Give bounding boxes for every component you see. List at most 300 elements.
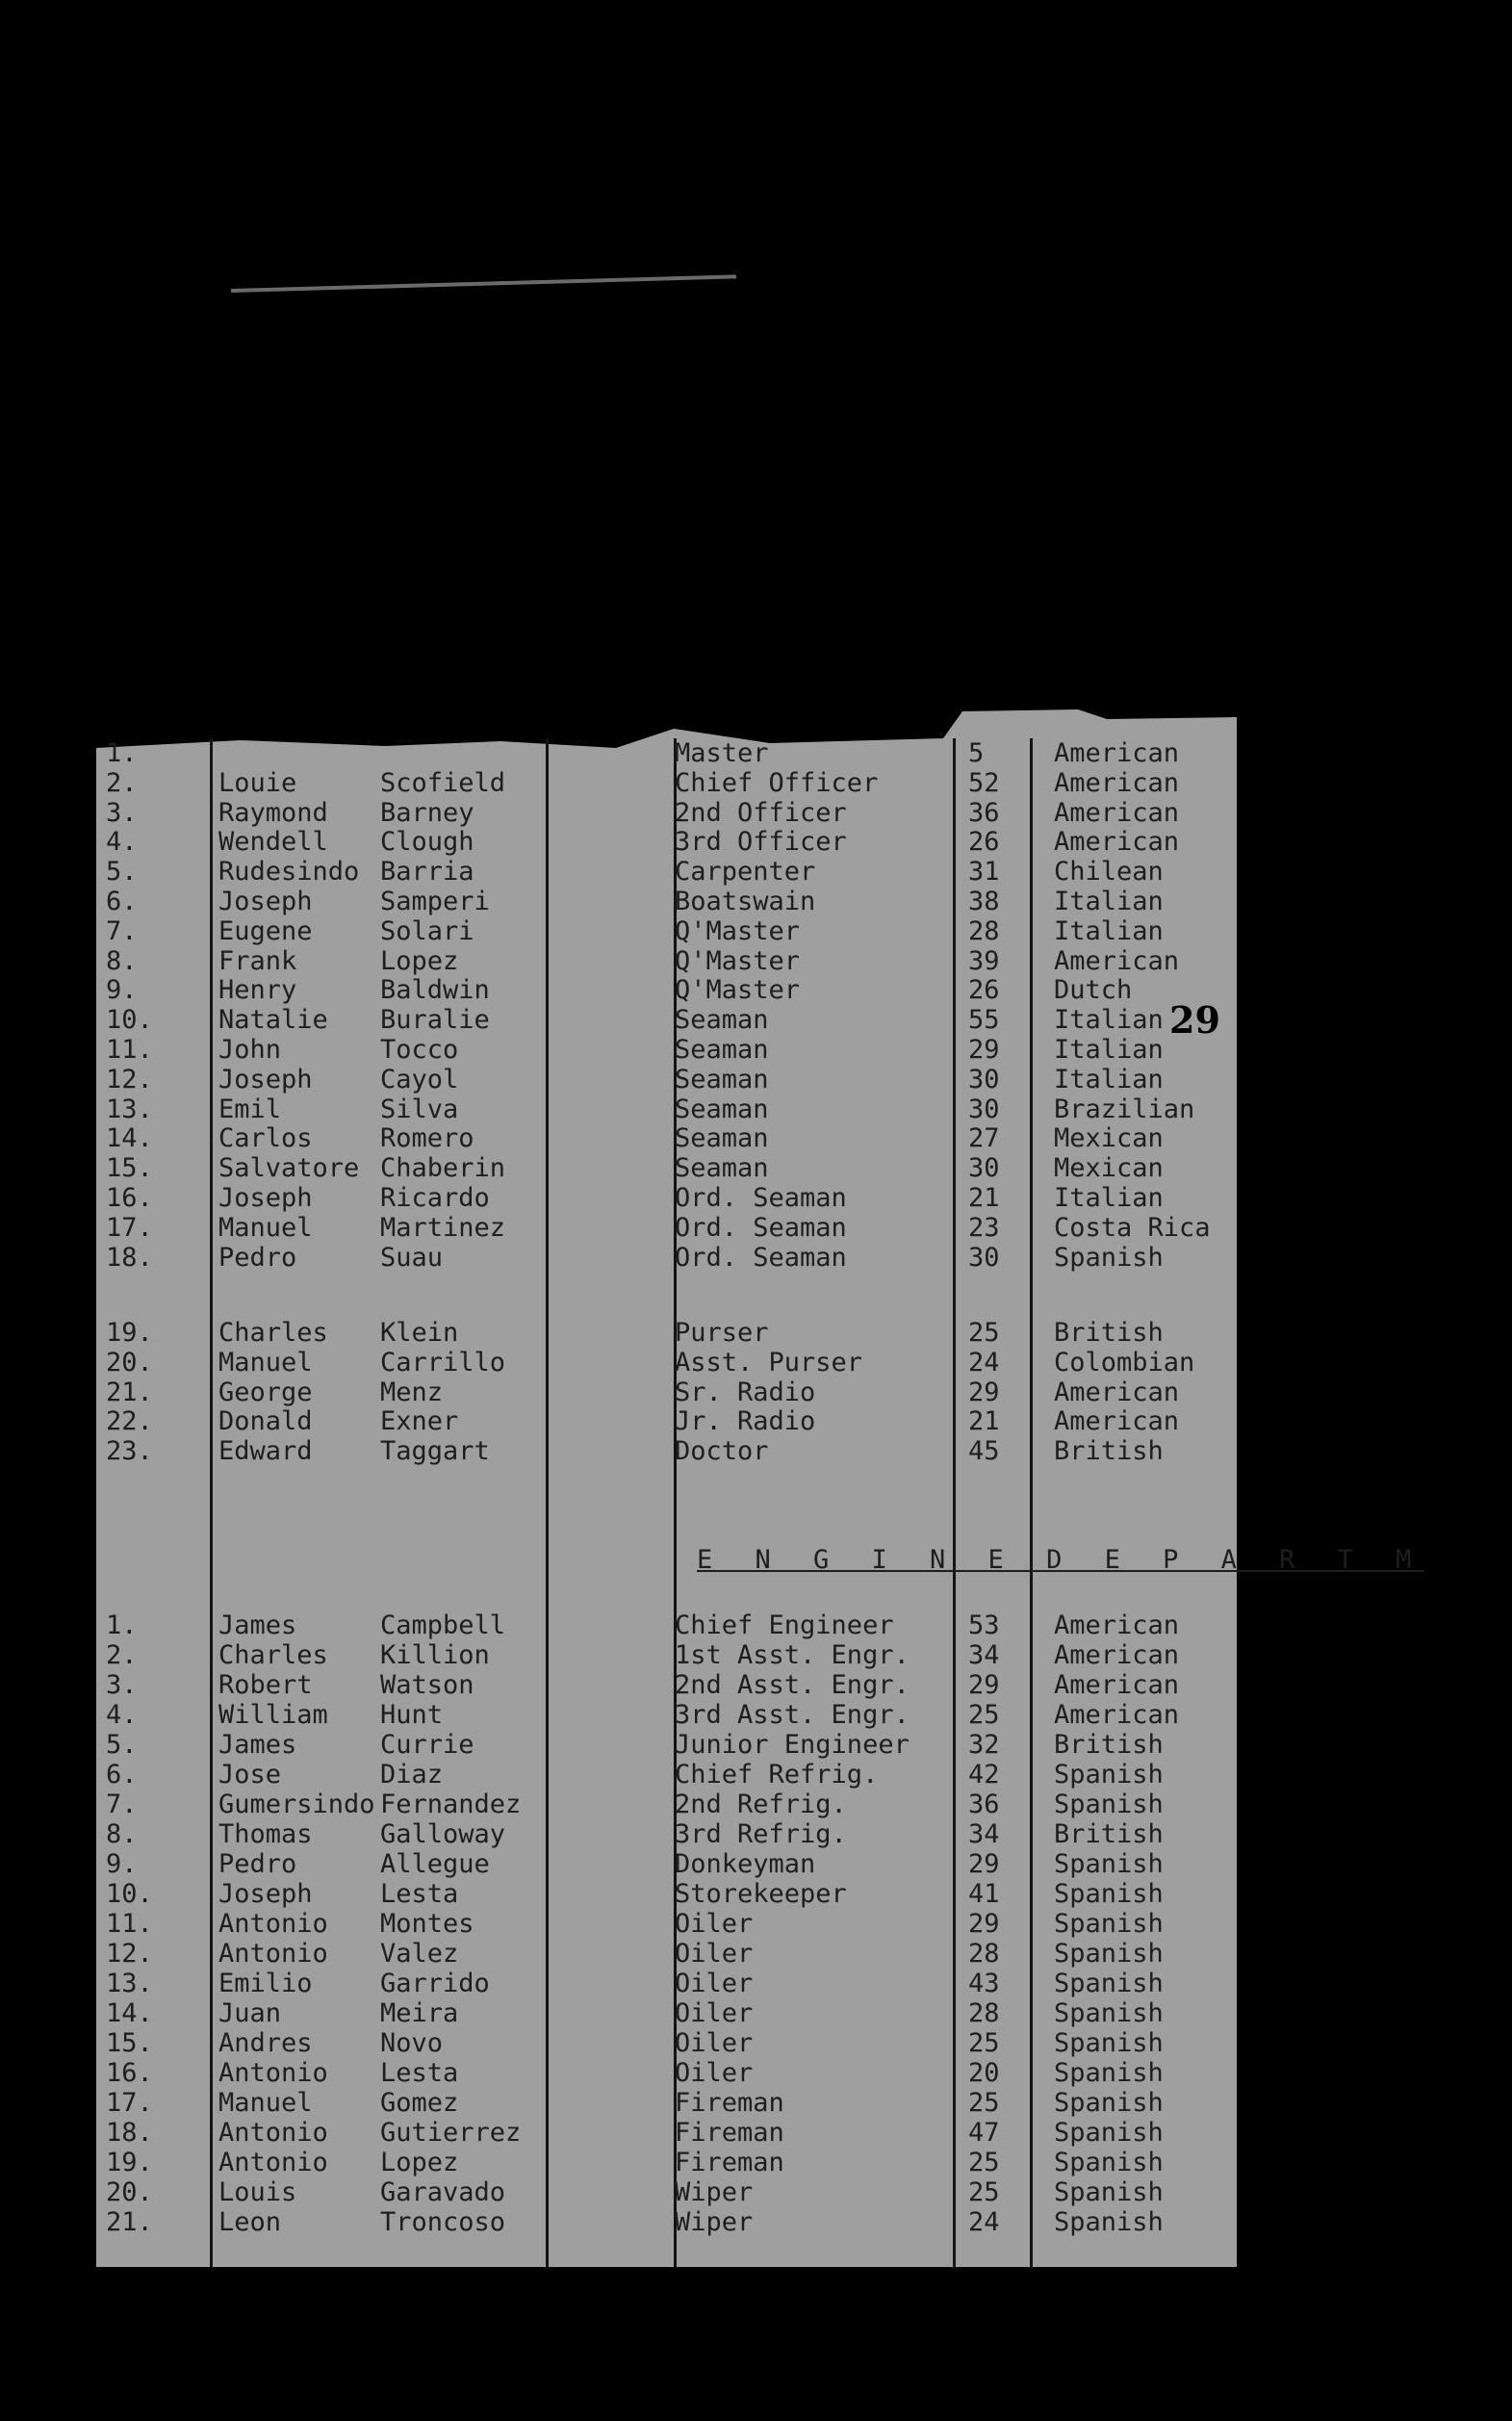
- row-number: 5.: [106, 857, 138, 888]
- position: Oiler: [675, 1939, 754, 1969]
- last-name: Watson: [380, 1670, 474, 1700]
- age: 26: [968, 975, 1000, 1006]
- age: 52: [968, 767, 1000, 798]
- last-name: Barria: [380, 857, 474, 888]
- first-name: Emil: [218, 1094, 282, 1124]
- nationality: Spanish: [1054, 2028, 1164, 2058]
- first-name: James: [218, 1730, 297, 1760]
- first-name: Leon: [218, 2207, 282, 2237]
- row-number: 1.: [106, 738, 138, 768]
- last-name: Montes: [380, 1909, 474, 1939]
- position: Asst. Purser: [675, 1347, 863, 1378]
- last-name: Lesta: [380, 2058, 459, 2088]
- nationality: Italian: [1054, 1064, 1164, 1095]
- position: Purser: [675, 1318, 769, 1348]
- crew-row: [96, 1849, 1237, 1879]
- first-name: Donald: [218, 1406, 313, 1437]
- row-number: 19.: [106, 2148, 153, 2177]
- crew-row: [96, 2058, 1237, 2088]
- row-number: 18.: [106, 2118, 153, 2148]
- nationality: Spanish: [1054, 2058, 1164, 2088]
- position: Doctor: [675, 1436, 769, 1467]
- position: Ord. Seaman: [675, 1242, 847, 1273]
- age: 36: [968, 797, 1000, 828]
- age: 55: [968, 1005, 1000, 1036]
- row-number: 7.: [106, 915, 138, 946]
- crew-row: [96, 1213, 1237, 1243]
- crew-row: [96, 857, 1237, 887]
- scratch-mark: [231, 274, 736, 293]
- age: 29: [968, 1670, 1000, 1700]
- crew-row: [96, 768, 1237, 798]
- first-name: Salvatore: [218, 1153, 360, 1184]
- first-name: Manuel: [218, 2088, 313, 2118]
- nationality: Spanish: [1054, 2207, 1164, 2237]
- nationality: Mexican: [1054, 1123, 1164, 1154]
- nationality: British: [1054, 1730, 1164, 1760]
- row-number: 8.: [106, 1819, 138, 1849]
- last-name: Lesta: [380, 1879, 459, 1909]
- first-name: Joseph: [218, 887, 313, 916]
- position: 1st Asst. Engr.: [675, 1640, 910, 1670]
- last-name: Gomez: [380, 2088, 459, 2118]
- age: 23: [968, 1212, 1000, 1243]
- crew-row: [96, 798, 1237, 828]
- last-name: Clough: [380, 827, 474, 858]
- nationality: Italian: [1054, 915, 1164, 946]
- last-name: Campbell: [380, 1610, 506, 1640]
- age: 24: [968, 1347, 1000, 1378]
- crew-row: [96, 946, 1237, 976]
- row-number: 19.: [106, 1318, 153, 1348]
- age: 30: [968, 1064, 1000, 1095]
- crew-row: [96, 1909, 1237, 1939]
- age: 41: [968, 1879, 1000, 1909]
- last-name: Romero: [380, 1123, 474, 1154]
- crew-row: [96, 1760, 1237, 1790]
- age: 25: [968, 2177, 1000, 2207]
- crew-row: [96, 2148, 1237, 2177]
- crew-row: [96, 2028, 1237, 2058]
- position: Chief Officer: [675, 767, 879, 798]
- last-name: Killion: [380, 1640, 490, 1670]
- nationality: Italian: [1054, 1035, 1164, 1065]
- last-name: Lopez: [380, 2148, 459, 2177]
- age: 5: [968, 738, 985, 768]
- last-name: Klein: [380, 1318, 459, 1348]
- position: 2nd Officer: [675, 797, 847, 828]
- last-name: Currie: [380, 1730, 474, 1760]
- age: 47: [968, 2118, 1000, 2148]
- age: 25: [968, 2088, 1000, 2118]
- crew-row: [96, 1969, 1237, 1998]
- first-name: Rudesindo: [218, 857, 360, 888]
- crew-row: [96, 1005, 1237, 1035]
- age: 34: [968, 1640, 1000, 1670]
- nationality: American: [1054, 1406, 1180, 1437]
- age: 53: [968, 1610, 1000, 1640]
- nationality: Spanish: [1054, 2088, 1164, 2118]
- position: Ord. Seaman: [675, 1183, 847, 1213]
- row-number: 13.: [106, 1969, 153, 1998]
- first-name: Jose: [218, 1760, 282, 1790]
- nationality: Spanish: [1054, 1790, 1164, 1819]
- age: 29: [968, 1377, 1000, 1407]
- crew-row: [96, 1348, 1237, 1378]
- last-name: Exner: [380, 1406, 459, 1437]
- position: Sr. Radio: [675, 1377, 816, 1407]
- row-number: 7.: [106, 1790, 138, 1819]
- crew-row: [96, 1065, 1237, 1095]
- nationality: British: [1054, 1819, 1164, 1849]
- last-name: Solari: [380, 915, 474, 946]
- position: Seaman: [675, 1064, 769, 1095]
- nationality: American: [1054, 738, 1180, 768]
- age: 24: [968, 2207, 1000, 2237]
- nationality: American: [1054, 767, 1180, 798]
- age: 28: [968, 1998, 1000, 2028]
- first-name: Antonio: [218, 2118, 328, 2148]
- nationality: Spanish: [1054, 2177, 1164, 2207]
- age: 38: [968, 887, 1000, 916]
- last-name: Meira: [380, 1998, 459, 2028]
- age: 29: [968, 1909, 1000, 1939]
- last-name: Tocco: [380, 1035, 459, 1065]
- row-number: 21.: [106, 2207, 153, 2237]
- crew-row: [96, 1123, 1237, 1153]
- nationality: Chilean: [1054, 857, 1164, 888]
- first-name: Gumersindo: [218, 1790, 375, 1819]
- nationality: American: [1054, 1670, 1180, 1700]
- position: 3rd Refrig.: [675, 1819, 847, 1849]
- last-name: Buralie: [380, 1005, 490, 1036]
- position: Oiler: [675, 1969, 754, 1998]
- nationality: Spanish: [1054, 2118, 1164, 2148]
- position: Seaman: [675, 1123, 769, 1154]
- last-name: Diaz: [380, 1760, 444, 1790]
- last-name: Scofield: [380, 767, 506, 798]
- first-name: Wendell: [218, 827, 328, 858]
- crew-row: [96, 1819, 1237, 1849]
- row-number: 14.: [106, 1998, 153, 2028]
- position: Fireman: [675, 2088, 784, 2118]
- position: Storekeeper: [675, 1879, 847, 1909]
- row-number: 9.: [106, 1849, 138, 1879]
- last-name: Garavado: [380, 2177, 506, 2207]
- position: Carpenter: [675, 857, 816, 888]
- nationality: Dutch: [1054, 975, 1133, 1006]
- first-name: William: [218, 1700, 328, 1730]
- position: Seaman: [675, 1035, 769, 1065]
- row-number: 15.: [106, 1153, 153, 1184]
- crew-row: [96, 1183, 1237, 1213]
- first-name: John: [218, 1035, 282, 1065]
- first-name: Andres: [218, 2028, 313, 2058]
- age: 29: [968, 1035, 1000, 1065]
- crew-row: [96, 1378, 1237, 1407]
- crew-row: [96, 827, 1237, 857]
- nationality: Spanish: [1054, 1760, 1164, 1790]
- first-name: Antonio: [218, 2058, 328, 2088]
- crew-row: [96, 1879, 1237, 1909]
- first-name: Charles: [218, 1318, 328, 1348]
- crew-row: [96, 2207, 1237, 2237]
- row-number: 5.: [106, 1730, 138, 1760]
- position: Wiper: [675, 2207, 754, 2237]
- nationality: American: [1054, 1610, 1180, 1640]
- position: Oiler: [675, 2028, 754, 2058]
- position: 3rd Asst. Engr.: [675, 1700, 910, 1730]
- age: 25: [968, 2148, 1000, 2177]
- age: 21: [968, 1183, 1000, 1213]
- position: 2nd Asst. Engr.: [675, 1670, 910, 1700]
- position: Q'Master: [675, 975, 801, 1006]
- first-name: Manuel: [218, 1347, 313, 1378]
- nationality: American: [1054, 1377, 1180, 1407]
- first-name: James: [218, 1610, 297, 1640]
- position: Oiler: [675, 1998, 754, 2028]
- row-number: 23.: [106, 1436, 153, 1467]
- nationality: Spanish: [1054, 1879, 1164, 1909]
- position: Boatswain: [675, 887, 816, 916]
- row-number: 2.: [106, 767, 138, 798]
- row-number: 20.: [106, 2177, 153, 2207]
- first-name: Raymond: [218, 797, 328, 828]
- position: Seaman: [675, 1153, 769, 1184]
- crew-list-page: [96, 709, 1425, 2267]
- crew-row: [96, 1998, 1237, 2028]
- age: 30: [968, 1242, 1000, 1273]
- last-name: Cayol: [380, 1064, 459, 1095]
- crew-row: [96, 1035, 1237, 1065]
- nationality: Spanish: [1054, 1939, 1164, 1969]
- last-name: Chaberin: [380, 1153, 506, 1184]
- first-name: Frank: [218, 945, 297, 976]
- position: Ord. Seaman: [675, 1212, 847, 1243]
- crew-row: [96, 1670, 1237, 1700]
- crew-row: [96, 1640, 1237, 1670]
- nationality: British: [1054, 1436, 1164, 1467]
- age: 34: [968, 1819, 1000, 1849]
- crew-row: [96, 1243, 1237, 1273]
- last-name: Gutierrez: [380, 2118, 522, 2148]
- crew-row: [96, 1939, 1237, 1969]
- last-name: Silva: [380, 1094, 459, 1124]
- last-name: Galloway: [380, 1819, 506, 1849]
- age: 25: [968, 2028, 1000, 2058]
- first-name: Louie: [218, 767, 297, 798]
- row-number: 3.: [106, 797, 138, 828]
- position: Chief Engineer: [675, 1610, 894, 1640]
- crew-row: [96, 2177, 1237, 2207]
- row-number: 16.: [106, 2058, 153, 2088]
- age: 28: [968, 915, 1000, 946]
- position: Seaman: [675, 1005, 769, 1036]
- row-number: 18.: [106, 1242, 153, 1273]
- nationality: Costa Rica: [1054, 1212, 1211, 1243]
- first-name: Charles: [218, 1640, 328, 1670]
- row-number: 10.: [106, 1005, 153, 1036]
- row-number: 2.: [106, 1640, 138, 1670]
- position: Q'Master: [675, 945, 801, 976]
- first-name: Henry: [218, 975, 297, 1006]
- first-name: Joseph: [218, 1064, 313, 1095]
- nationality: Italian: [1054, 1183, 1164, 1213]
- last-name: Samperi: [380, 887, 490, 916]
- position: Donkeyman: [675, 1849, 816, 1879]
- first-name: George: [218, 1377, 313, 1407]
- position: Fireman: [675, 2118, 784, 2148]
- position: Wiper: [675, 2177, 754, 2207]
- age: 29: [968, 1849, 1000, 1879]
- row-number: 20.: [106, 1347, 153, 1378]
- row-number: 21.: [106, 1377, 153, 1407]
- position: Oiler: [675, 2058, 754, 2088]
- first-name: Edward: [218, 1436, 313, 1467]
- first-name: Joseph: [218, 1183, 313, 1213]
- row-number: 14.: [106, 1123, 153, 1154]
- first-name: Thomas: [218, 1819, 313, 1849]
- row-number: 8.: [106, 945, 138, 976]
- row-number: 16.: [106, 1183, 153, 1213]
- row-number: 3.: [106, 1670, 138, 1700]
- nationality: Mexican: [1054, 1153, 1164, 1184]
- last-name: Taggart: [380, 1436, 490, 1467]
- age: 21: [968, 1406, 1000, 1437]
- age: 32: [968, 1730, 1000, 1760]
- age: 25: [968, 1318, 1000, 1348]
- crew-row: [96, 738, 1237, 768]
- row-number: 6.: [106, 887, 138, 916]
- row-number: 17.: [106, 1212, 153, 1243]
- last-name: Martinez: [380, 1212, 506, 1243]
- age: 25: [968, 1700, 1000, 1730]
- last-name: Suau: [380, 1242, 444, 1273]
- first-name: Antonio: [218, 1909, 328, 1939]
- crew-row: [96, 1153, 1237, 1183]
- position: Fireman: [675, 2148, 784, 2177]
- crew-row: [96, 916, 1237, 946]
- crew-row: [96, 887, 1237, 916]
- last-name: Menz: [380, 1377, 444, 1407]
- last-name: Troncoso: [380, 2207, 506, 2237]
- nationality: Spanish: [1054, 2148, 1164, 2177]
- first-name: Manuel: [218, 1212, 313, 1243]
- age: 43: [968, 1969, 1000, 1998]
- last-name: Allegue: [380, 1849, 490, 1879]
- nationality: American: [1054, 1700, 1180, 1730]
- row-number: 22.: [106, 1406, 153, 1437]
- nationality: Brazilian: [1054, 1094, 1195, 1124]
- stamp-number: 29: [1169, 998, 1220, 1042]
- first-name: Pedro: [218, 1242, 297, 1273]
- crew-row: [96, 2118, 1237, 2148]
- crew-row: [96, 2088, 1237, 2118]
- row-number: 11.: [106, 1909, 153, 1939]
- row-number: 4.: [106, 827, 138, 858]
- position: 3rd Officer: [675, 827, 847, 858]
- row-number: 11.: [106, 1035, 153, 1065]
- age: 20: [968, 2058, 1000, 2088]
- nationality: Spanish: [1054, 1998, 1164, 2028]
- crew-row: [96, 1095, 1237, 1124]
- first-name: Antonio: [218, 2148, 328, 2177]
- position: Master: [675, 738, 769, 768]
- position: Oiler: [675, 1909, 754, 1939]
- engine-department-heading: E N G I N E D E P A R T M: [697, 1545, 1425, 1575]
- position: Q'Master: [675, 915, 801, 946]
- position: Seaman: [675, 1094, 769, 1124]
- nationality: Spanish: [1054, 1849, 1164, 1879]
- last-name: Valez: [380, 1939, 459, 1969]
- first-name: Antonio: [218, 1939, 328, 1969]
- row-number: 13.: [106, 1094, 153, 1124]
- row-number: 12.: [106, 1939, 153, 1969]
- crew-row: [96, 1700, 1237, 1730]
- row-number: 12.: [106, 1064, 153, 1095]
- crew-row: [96, 1318, 1237, 1348]
- first-name: Juan: [218, 1998, 282, 2028]
- crew-row: [96, 975, 1237, 1005]
- age: 30: [968, 1153, 1000, 1184]
- nationality: Colombian: [1054, 1347, 1195, 1378]
- crew-row: [96, 1406, 1237, 1436]
- row-number: 1.: [106, 1610, 138, 1640]
- last-name: Garrido: [380, 1969, 490, 1998]
- first-name: Joseph: [218, 1879, 313, 1909]
- crew-row: [96, 1790, 1237, 1819]
- nationality: British: [1054, 1318, 1164, 1348]
- row-number: 15.: [106, 2028, 153, 2058]
- age: 45: [968, 1436, 1000, 1467]
- first-name: Natalie: [218, 1005, 328, 1036]
- nationality: Italian: [1054, 1005, 1164, 1036]
- position: 2nd Refrig.: [675, 1790, 847, 1819]
- position: Jr. Radio: [675, 1406, 816, 1437]
- first-name: Eugene: [218, 915, 313, 946]
- first-name: Emilio: [218, 1969, 313, 1998]
- row-number: 17.: [106, 2088, 153, 2118]
- crew-row: [96, 1730, 1237, 1760]
- nationality: American: [1054, 1640, 1180, 1670]
- nationality: Spanish: [1054, 1909, 1164, 1939]
- last-name: Barney: [380, 797, 474, 828]
- nationality: American: [1054, 797, 1180, 828]
- age: 28: [968, 1939, 1000, 1969]
- age: 27: [968, 1123, 1000, 1154]
- age: 36: [968, 1790, 1000, 1819]
- nationality: Italian: [1054, 887, 1164, 916]
- row-number: 4.: [106, 1700, 138, 1730]
- first-name: Robert: [218, 1670, 313, 1700]
- last-name: Lopez: [380, 945, 459, 976]
- first-name: Pedro: [218, 1849, 297, 1879]
- nationality: Spanish: [1054, 1242, 1164, 1273]
- position: Junior Engineer: [675, 1730, 910, 1760]
- row-number: 10.: [106, 1879, 153, 1909]
- age: 39: [968, 945, 1000, 976]
- first-name: Carlos: [218, 1123, 313, 1154]
- age: 42: [968, 1760, 1000, 1790]
- age: 26: [968, 827, 1000, 858]
- last-name: Carrillo: [380, 1347, 506, 1378]
- age: 30: [968, 1094, 1000, 1124]
- row-number: 6.: [106, 1760, 138, 1790]
- nationality: American: [1054, 945, 1180, 976]
- last-name: Fernandez: [380, 1790, 522, 1819]
- last-name: Hunt: [380, 1700, 444, 1730]
- nationality: American: [1054, 827, 1180, 858]
